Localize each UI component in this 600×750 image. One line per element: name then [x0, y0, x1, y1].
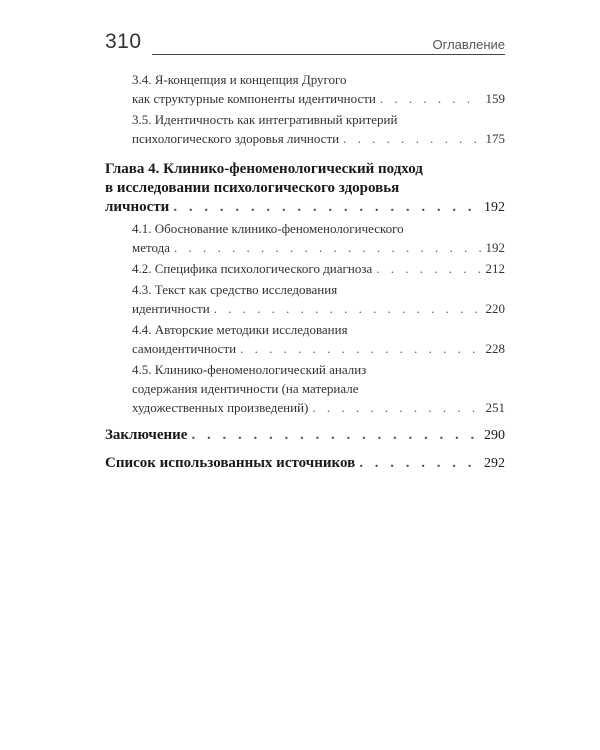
- toc-entry-text: 4.3. Текст как средство исследования: [132, 282, 338, 297]
- leader-dots: [191, 426, 480, 445]
- toc-entry-text: Заключение: [105, 427, 188, 443]
- toc-entry-text: 4.1. Обоснование клинико-феноменологического: [132, 221, 404, 236]
- toc-entry-4-3[interactable]: [105, 280, 505, 318]
- toc-entry-text: 3.5. Идентичность как интегративный критерий: [132, 112, 398, 127]
- toc-page-number: 212: [485, 261, 505, 276]
- toc-entry-text: 4.4. Авторские методики исследования: [132, 322, 348, 337]
- toc-entry-text: 4.2. Специфика психологического диагноза: [132, 261, 373, 276]
- toc-entry-text: самоидентичности: [132, 341, 237, 356]
- toc-entry-4-2[interactable]: [105, 259, 505, 278]
- toc-entry-text: психологического здоровья личности: [132, 131, 340, 146]
- header-rule: [152, 54, 505, 55]
- toc-entry-text: 4.5. Клинико-феноменологический анализ: [132, 362, 367, 377]
- toc-entry-text: 3.4. Я-концепция и концепция Другого: [132, 72, 347, 87]
- toc-entry-text: Список использованных источников: [105, 455, 356, 471]
- toc-entry-conclusion[interactable]: [105, 426, 505, 445]
- toc-entry-text: содержания идентичности (на материале: [132, 381, 359, 396]
- toc-page-number: 292: [484, 456, 505, 471]
- leader-dots: [359, 454, 480, 473]
- toc-entry-text: идентичности: [132, 301, 210, 316]
- toc-entry-4-1[interactable]: [105, 219, 505, 257]
- leader-dots: [376, 259, 481, 278]
- toc-entry-text: личности: [105, 199, 170, 215]
- toc-entry-text: как структурные компоненты идентичности: [132, 91, 376, 106]
- toc-page-number: 192: [485, 240, 505, 255]
- toc-entry-text: в исследовании психологического здоровья: [105, 180, 400, 196]
- leader-dots: [174, 238, 481, 257]
- leader-dots: [312, 398, 481, 417]
- toc-entry-references[interactable]: [105, 454, 505, 473]
- toc-entry-text: метода: [132, 240, 171, 255]
- running-title: Оглавление: [432, 37, 505, 52]
- toc-entry-text: Глава 4. Клинико-феноменологический подход: [105, 161, 423, 177]
- page-number: 310: [105, 30, 142, 53]
- toc-page-number: 251: [485, 400, 505, 415]
- toc-entry-4-5[interactable]: [105, 360, 505, 417]
- leader-dots: [173, 198, 480, 217]
- leader-dots: [240, 339, 481, 358]
- table-of-contents: [105, 70, 505, 473]
- leader-dots: [343, 129, 481, 148]
- toc-entry-text: художественных произведений): [132, 400, 309, 415]
- leader-dots: [380, 89, 482, 108]
- toc-page-number: 159: [485, 91, 505, 106]
- toc-entry-3-4[interactable]: [105, 70, 505, 108]
- toc-page-number: 228: [485, 341, 505, 356]
- toc-page-number: 192: [484, 200, 505, 215]
- leader-dots: [214, 299, 482, 318]
- toc-page-number: 290: [484, 428, 505, 443]
- toc-page-number: 220: [485, 301, 505, 316]
- toc-page-number: 175: [485, 131, 505, 146]
- toc-entry-3-5[interactable]: [105, 110, 505, 148]
- toc-entry-chapter-4[interactable]: [105, 160, 505, 217]
- toc-entry-4-4[interactable]: [105, 320, 505, 358]
